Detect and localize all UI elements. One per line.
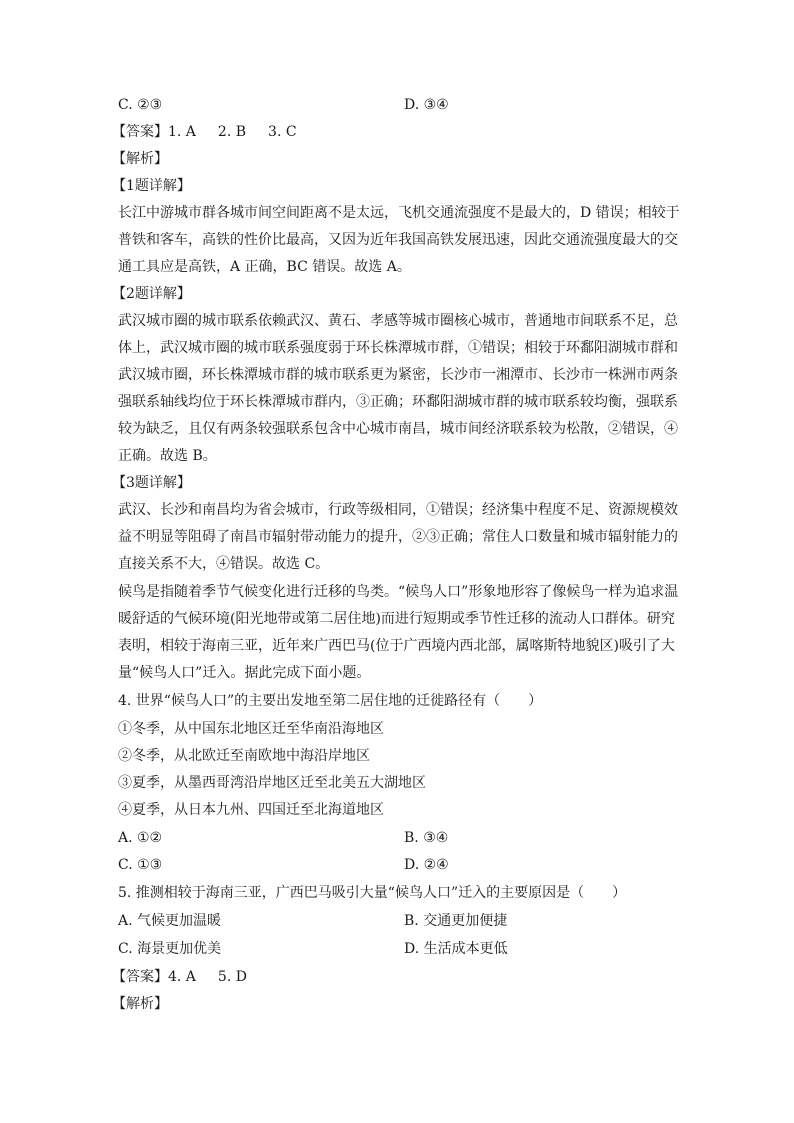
q3-detail-line: 直接关系不大，④错误。故选 C。 bbox=[118, 556, 330, 572]
question-4-item: ②冬季，从北欧迁至南欧地中海沿岸地区 bbox=[118, 748, 370, 764]
q1-detail-line: 普铁和客车，高铁的性价比最高，又因为近年我国高铁发展迅速，因此交通流强度最大的交 bbox=[118, 232, 678, 248]
answer-block-2 bbox=[112, 968, 672, 986]
q3-detail-line: 益不明显等阻碍了南昌市辐射带动能力的提升，②③正确；常住人口数量和城市辐射能力的 bbox=[118, 529, 678, 545]
q1-detail-line: 长江中游城市群各城市间空间距离不是太远，飞机交通流强度不是最大的，D 错误；相较于 bbox=[118, 205, 680, 221]
q2-detail-line: 武汉城市圈，环长株潭城市群的城市联系更为紧密，长沙市一湘潭市、长沙市一株洲市两条 bbox=[118, 367, 678, 383]
q2-detail-line: 武汉城市圈的城市联系依赖武汉、黄石、孝感等城市圈核心城市，普通地市间联系不足，总 bbox=[118, 313, 678, 329]
passage-line: 暖舒适的气候环境(阳光地带或第二居住地)而进行短期或季节性迁移的流动人口群体。研究 bbox=[118, 611, 675, 627]
q2-detail-line: 强联系轴线均位于环长株潭城市群内，③正确；环鄱阳湖城市群的城市联系较均衡，强联系 bbox=[118, 394, 678, 410]
question-5-option-c: C. 海景更加优美 bbox=[118, 941, 222, 957]
passage-line: 量“候鸟人口”迁入。据此完成下面小题。 bbox=[118, 665, 371, 681]
question-5-stem: 5. 推测相较于海南三亚，广西巴马吸引大量“候鸟人口”迁入的主要原因是（ ） bbox=[118, 885, 627, 901]
q3-detail-line: 武汉、长沙和南昌均为省会城市，行政等级相同，①错误；经济集中程度不足、资源规模效 bbox=[118, 502, 678, 518]
answer-label: 【答案】 bbox=[112, 969, 168, 985]
q3-detail-heading: 【3题详解】 bbox=[112, 475, 191, 491]
question-4-option-a: A. ①② bbox=[118, 830, 163, 846]
question-5-option-b: B. 交通更加便捷 bbox=[404, 913, 508, 929]
answer-1: 1. A bbox=[168, 124, 196, 140]
analysis-label-1: 【解析】 bbox=[112, 151, 168, 167]
question-4-item: ③夏季，从墨西哥湾沿岸地区迁至北美五大湖地区 bbox=[118, 775, 426, 791]
answer-2: 2. B bbox=[217, 124, 247, 140]
question-4-stem: 4. 世界“候鸟人口”的主要出发地至第二居住地的迁徙路径有（ ） bbox=[118, 693, 543, 709]
question-4-option-row bbox=[118, 829, 678, 847]
passage-line: 表明，相较于海南三亚，近年来广西巴马(位于广西境内西北部，属喀斯特地貌区)吸引了大 bbox=[118, 638, 675, 654]
q3-option-row bbox=[118, 96, 678, 114]
question-4-option-b: B. ③④ bbox=[404, 830, 449, 846]
question-5-option-row bbox=[118, 940, 678, 958]
q1-detail-heading: 【1题详解】 bbox=[112, 178, 191, 194]
q2-detail-heading: 【2题详解】 bbox=[112, 286, 191, 302]
analysis-label-2: 【解析】 bbox=[112, 996, 168, 1012]
answer-label: 【答案】 bbox=[112, 124, 168, 140]
question-5-option-a: A. 气候更加温暖 bbox=[118, 913, 222, 929]
passage-line: 候鸟是指随着季节气候变化进行迁移的鸟类。“候鸟人口”形象地形容了像候鸟一样为追求温 bbox=[118, 584, 679, 600]
q2-detail-line: 体上，武汉城市圈的城市联系强度弱于环长株潭城市群，①错误；相较于环鄱阳湖城市群和 bbox=[118, 340, 678, 356]
q1-detail-line: 通工具应是高铁，A 正确，BC 错误。故选 A。 bbox=[118, 259, 411, 275]
question-4-option-row bbox=[118, 856, 678, 874]
question-4-item: ④夏季，从日本九州、四国迁至北海道地区 bbox=[118, 802, 384, 818]
answer-4: 4. A bbox=[168, 969, 196, 985]
question-5-option-row bbox=[118, 912, 678, 930]
q3-option-c: C. ②③ bbox=[118, 97, 163, 113]
question-4-option-d: D. ②④ bbox=[404, 857, 449, 873]
q2-detail-line: 较为缺乏，且仅有两条较强联系包含中心城市南昌，城市间经济联系较为松散，②错误，④ bbox=[118, 421, 678, 437]
answer-block-1 bbox=[112, 123, 672, 141]
q2-detail-line: 正确。故选 B。 bbox=[118, 448, 217, 464]
question-4-option-c: C. ①③ bbox=[118, 857, 163, 873]
answer-3: 3. C bbox=[268, 124, 297, 140]
question-5-option-d: D. 生活成本更低 bbox=[404, 941, 508, 957]
question-4-item: ①冬季，从中国东北地区迁至华南沿海地区 bbox=[118, 721, 384, 737]
q3-option-d: D. ③④ bbox=[404, 97, 449, 113]
answer-5: 5. D bbox=[217, 969, 247, 985]
